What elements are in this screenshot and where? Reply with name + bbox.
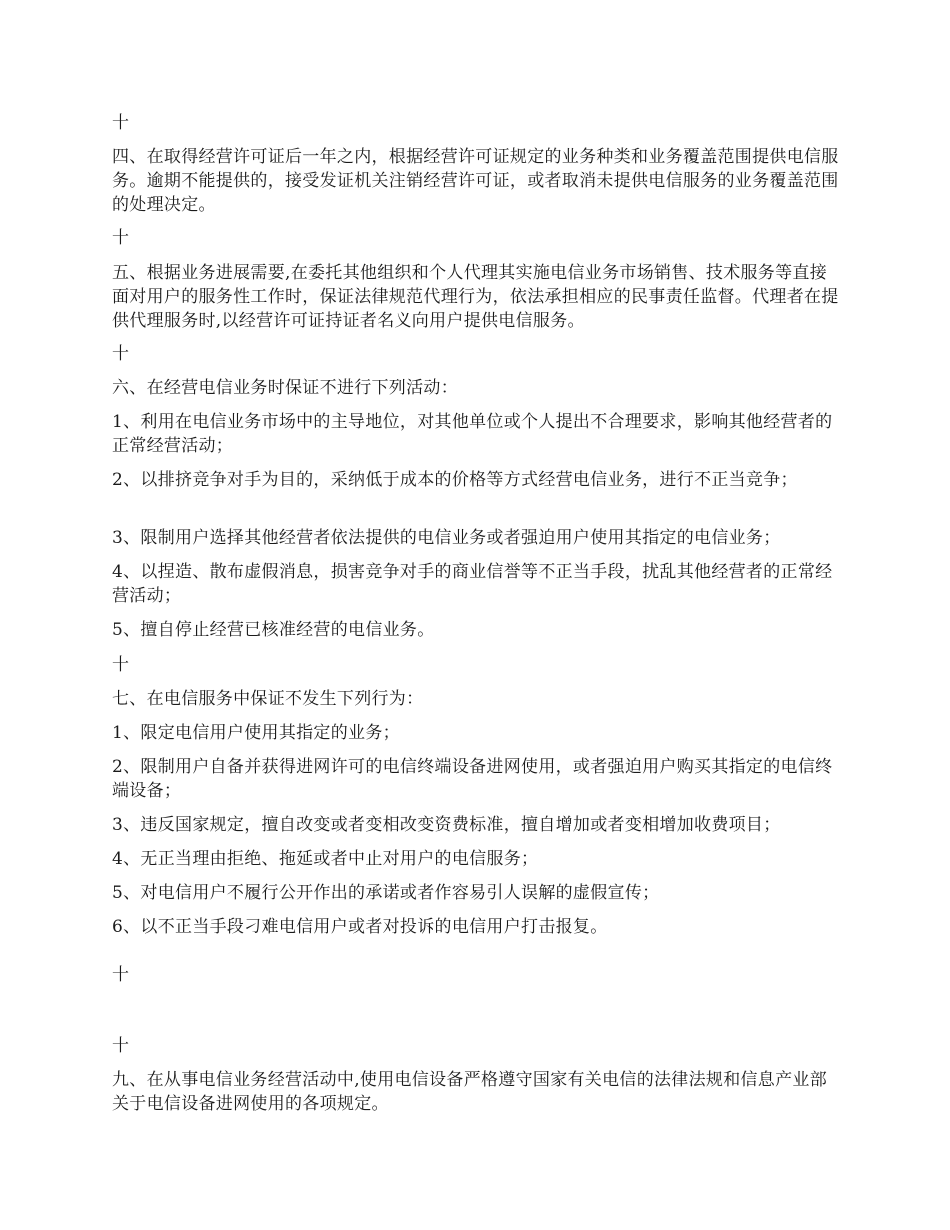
clause-seven-item-1: 1、限定电信用户使用其指定的业务； <box>112 723 400 743</box>
section-marker: 十 <box>112 344 130 364</box>
clause-seven-item-3: 3、违反国家规定，擅自改变或者变相改变资费标准，擅自增加或者变相增加收费项目； <box>112 815 781 835</box>
section-marker: 十 <box>112 1036 130 1056</box>
clause-five: 五、根据业务进展需要,在委托其他组织和个人代理其实施电信业务市场销售、技术服务等直接面对用户的服务性工作时，保证法律规范代理行为，依法承担相应的民事责任监督。代理者在提供代理服务时,以经营许可证持证者名义向用户提供电信服务。 <box>112 263 839 331</box>
clause-seven-item-4: 4、无正当理由拒绝、拖延或者中止对用户的电信服务； <box>112 849 539 869</box>
section-marker: 十 <box>112 965 130 985</box>
section-marker: 十 <box>112 655 130 675</box>
clause-six-item-2: 2、以排挤竞争对手为目的，采纳低于成本的价格等方式经营电信业务，进行不正当竞争； <box>112 470 798 490</box>
clause-six-item-5: 5、擅自停止经营已核准经营的电信业务。 <box>112 620 435 640</box>
clause-six-item-1: 1、利用在电信业务市场中的主导地位，对其他单位或个人提出不合理要求，影响其他经营者的正常经营活动； <box>112 412 833 456</box>
clause-seven-item-6: 6、以不正当手段刁难电信用户或者对投诉的电信用户打击报复。 <box>112 917 608 937</box>
clause-six-item-3: 3、限制用户选择其他经营者依法提供的电信业务或者强迫用户使用其指定的电信业务； <box>112 528 781 548</box>
clause-seven-item-2: 2、限制用户自备并获得进网许可的电信终端设备进网使用，或者强迫用户购买其指定的电信终端设备； <box>112 757 833 801</box>
clause-four: 四、在取得经营许可证后一年之内，根据经营许可证规定的业务种类和业务覆盖范围提供电信服务。逾期不能提供的，接受发证机关注销经营许可证，或者取消未提供电信服务的业务覆盖范围的处理决定。 <box>112 147 839 215</box>
clause-seven-item-5: 5、对电信用户不履行公开作出的承诺或者作容易引人误解的虚假宣传； <box>112 883 660 903</box>
section-marker: 十 <box>112 113 130 133</box>
section-marker: 十 <box>112 228 130 248</box>
clause-nine: 九、在从事电信业务经营活动中,使用电信设备严格遵守国家有关电信的法律法规和信息产业部关于电信设备进网使用的各项规定。 <box>112 1070 828 1114</box>
clause-six-item-4: 4、以捏造、散布虚假消息，损害竞争对手的商业信誉等不正当手段，扰乱其他经营者的正常经营活动； <box>112 562 833 606</box>
clause-six-heading: 六、在经营电信业务时保证不进行下列活动： <box>112 378 458 398</box>
clause-seven-heading: 七、在电信服务中保证不发生下列行为： <box>112 689 424 709</box>
